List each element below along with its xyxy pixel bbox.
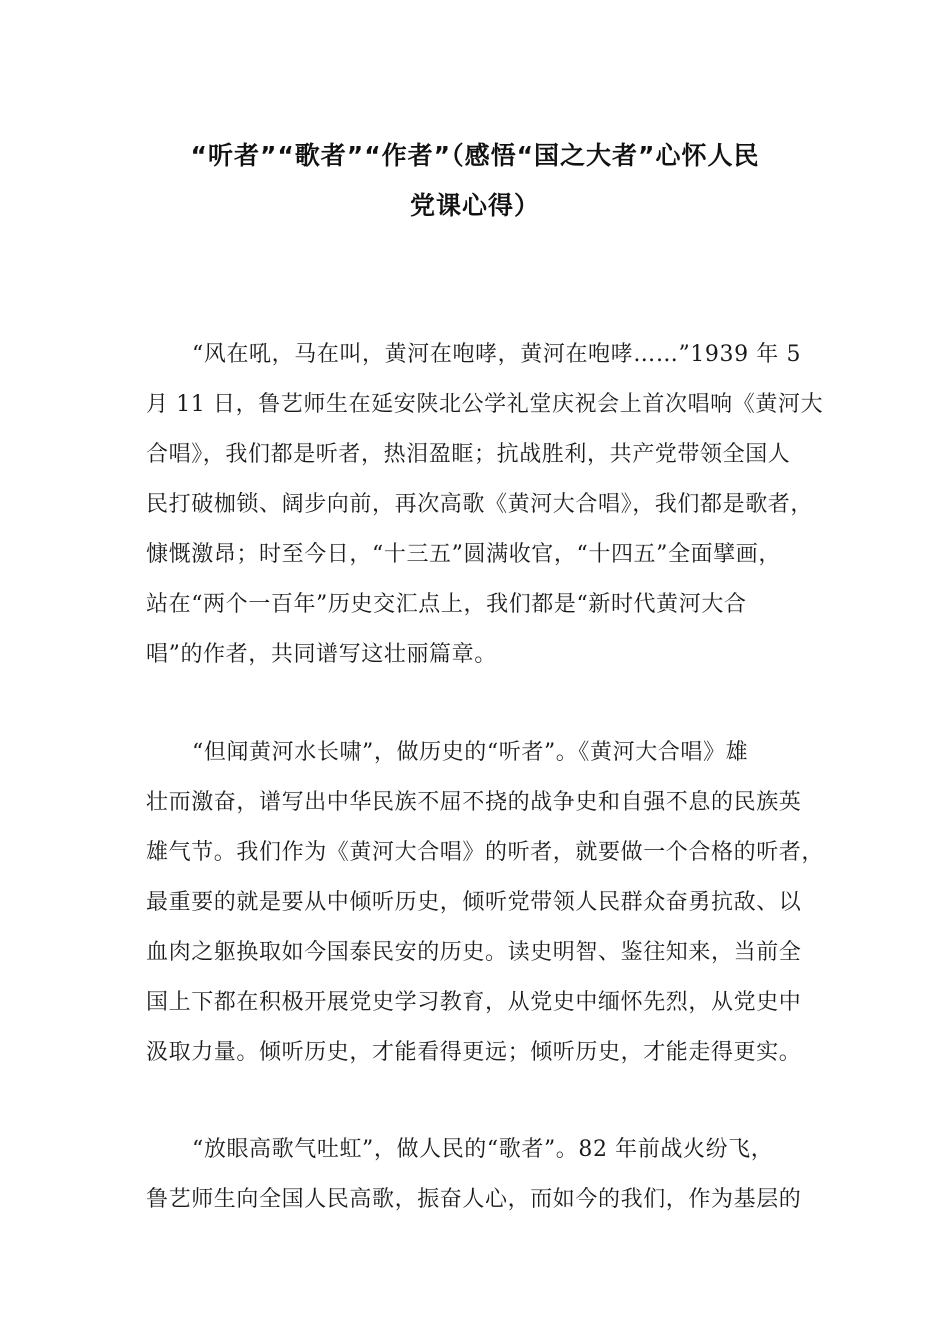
paragraph-line: 慷慨激昂；时至今日，“十三五”圆满收官，“十四五”全面擘画， <box>146 542 781 567</box>
paragraph-line: 最重要的就是要从中倾听历史，倾听党带领人民群众奋勇抗敌、以 <box>146 890 802 915</box>
paragraph-line: 合唱》，我们都是听者，热泪盈眶；抗战胜利，共产党带领全国人 <box>146 442 791 467</box>
paragraph-line: 唱”的作者，共同谱写这壮丽篇章。 <box>146 642 497 667</box>
paragraph-line: 壮而激奋，谱写出中华民族不屈不挠的战争史和自强不息的民族英 <box>146 790 802 815</box>
paragraph-line: 雄气节。我们作为《黄河大合唱》的听者，就要做一个合格的听者， <box>146 840 825 865</box>
paragraph-line: 鲁艺师生向全国人民高歌，振奋人心，而如今的我们，作为基层的 <box>146 1187 802 1212</box>
document-title-line-1: “听者”“歌者”“作者”（感悟“国之大者”心怀人民 <box>190 141 760 170</box>
paragraph-line: 国上下都在积极开展党史学习教育，从党史中缅怀先烈，从党史中 <box>146 990 802 1015</box>
document-title-line-2: 党课心得） <box>409 191 540 220</box>
paragraph-line: 血肉之躯换取如今国泰民安的历史。读史明智、鉴往知来，当前全 <box>146 940 802 965</box>
paragraph-line: 月 11 日，鲁艺师生在延安陕北公学礼堂庆祝会上首次唱响《黄河大 <box>146 392 824 417</box>
paragraph-line: 站在“两个一百年”历史交汇点上，我们都是“新时代黄河大合 <box>146 592 747 617</box>
paragraph-line: 汲取力量。倾听历史，才能看得更远；倾听历史，才能走得更实。 <box>146 1040 802 1065</box>
paragraph-line: 民打破枷锁、阔步向前，再次高歌《黄河大合唱》，我们都是歌者， <box>146 492 814 517</box>
paragraph-line: “风在吼，马在叫，黄河在咆哮，黄河在咆哮……”1939 年 5 <box>192 342 802 367</box>
paragraph-line: “但闻黄河水长啸”，做历史的“听者”。《黄河大合唱》雄 <box>192 740 749 765</box>
paragraph-line: “放眼高歌气吐虹”，做人民的“歌者”。82 年前战火纷飞， <box>192 1137 774 1162</box>
